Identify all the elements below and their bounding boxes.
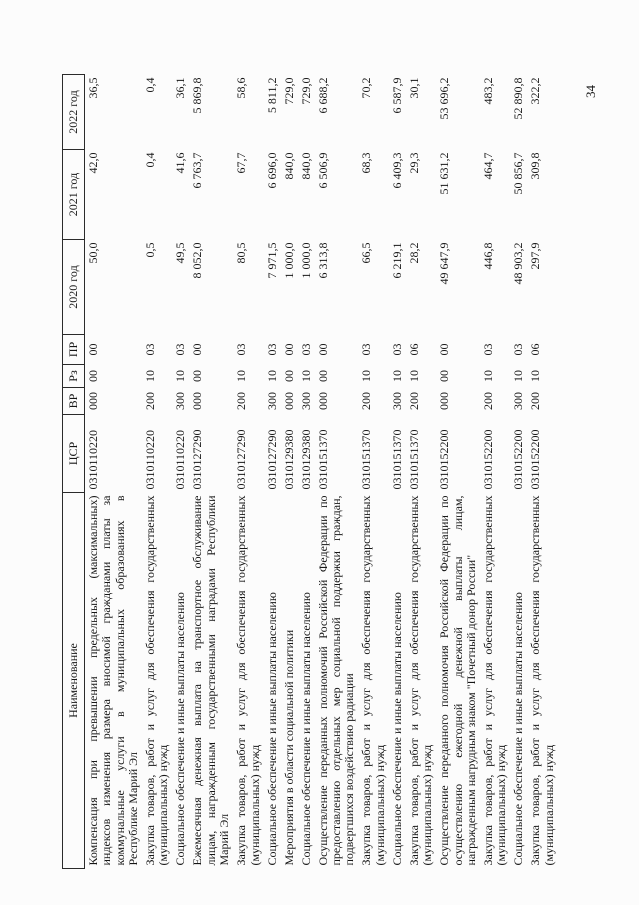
- rz-code: 10: [481, 370, 496, 382]
- csr-code: 0310129380: [298, 429, 313, 490]
- table-header-row: [63, 75, 85, 869]
- value-2020: 6 219,1: [389, 242, 404, 279]
- rz-code: 00: [315, 370, 330, 382]
- header-2022: 2022 год: [63, 75, 85, 150]
- name-line: Закупка товаров, работ и услуг для обеспечения государственных: [234, 495, 249, 866]
- csr-code: 0310127290: [190, 429, 205, 490]
- table-row: [528, 75, 558, 869]
- table-row: [511, 75, 528, 869]
- value-2021: 840,0: [281, 152, 296, 180]
- name-line: (муниципальных) нужд: [494, 744, 509, 866]
- name-line: Социальное обеспечение и иные выплаты населению: [264, 592, 279, 866]
- value-2021: 68,3: [359, 152, 374, 174]
- vr-code: 200: [143, 392, 158, 410]
- value-2020: 0,5: [143, 242, 158, 258]
- name-cell: [528, 493, 558, 869]
- value-2022: 5 869,8: [190, 77, 205, 114]
- csr-code: 0310127290: [234, 429, 249, 490]
- value-2022: 5 811,2: [264, 77, 279, 114]
- name-cell: [315, 493, 359, 869]
- name-line: Социальное обеспечение и иные выплаты населению: [298, 592, 313, 866]
- value-2021: 42,0: [85, 152, 100, 174]
- name-line: Закупка товаров, работ и услуг для обеспечения государственных: [359, 495, 374, 866]
- rz-code: 10: [143, 370, 158, 382]
- value-2020: 1 000,0: [281, 242, 296, 279]
- name-line: осуществлению ежегодной денежной выплаты лицам,: [450, 495, 465, 866]
- value-2022: 483,2: [481, 77, 496, 105]
- value-2021: 50 856,7: [511, 152, 526, 195]
- vr-code: 000: [437, 392, 452, 410]
- rz-code: 00: [190, 370, 205, 382]
- pr-code: 03: [511, 343, 526, 356]
- name-line: (муниципальных) нужд: [156, 744, 171, 866]
- name-line: предоставлению отдельных мер социальной поддержки граждан,: [329, 495, 344, 866]
- csr-code: 0310152200: [437, 429, 452, 490]
- name-cell: [142, 493, 172, 869]
- vr-code: 300: [389, 392, 404, 410]
- name-line: (муниципальных) нужд: [541, 744, 556, 866]
- vr-code: 300: [298, 392, 313, 410]
- table-row: [281, 75, 298, 869]
- table-row: [436, 75, 480, 869]
- value-2020: 8 052,0: [190, 242, 205, 279]
- csr-code: 0310152200: [528, 429, 543, 490]
- name-line: (муниципальных) нужд: [247, 744, 262, 866]
- pr-code: 03: [389, 343, 404, 356]
- pr-code: 03: [298, 343, 313, 356]
- value-2021: 840,0: [298, 152, 313, 180]
- name-line: Мероприятия в области социальной политики: [281, 629, 296, 866]
- value-2021: 6 409,3: [389, 152, 404, 189]
- pr-code: 00: [315, 343, 330, 356]
- value-2020: 66,5: [359, 242, 374, 264]
- name-line: Закупка товаров, работ и услуг для обеспечения государственных: [481, 495, 496, 866]
- name-line: индексов изменения размера вносимой гражданами платы за: [99, 495, 114, 866]
- pr-code: 06: [528, 343, 543, 356]
- value-2021: 309,8: [528, 152, 543, 180]
- value-2021: 67,7: [234, 152, 249, 174]
- name-line: Ежемесячная денежная выплата на транспортное обслуживание: [190, 495, 205, 866]
- table-row: [142, 75, 172, 869]
- name-line: Социальное обеспечение и иные выплаты населению: [511, 592, 526, 866]
- table-row: [233, 75, 263, 869]
- rz-code: 10: [528, 370, 543, 382]
- name-line: награжденным нагрудным знаком "Почетный донор России": [464, 554, 479, 866]
- value-2022: 58,6: [234, 77, 249, 99]
- table-row: [298, 75, 315, 869]
- value-2022: 36,1: [173, 77, 188, 99]
- value-2022: 36,5: [85, 77, 100, 99]
- name-line: Осуществление переданного полномочия Российской Федерации по: [437, 495, 452, 866]
- name-line: Закупка товаров, работ и услуг для обеспечения государственных: [406, 495, 421, 866]
- budget-table: [62, 74, 558, 869]
- value-2022: 729,0: [281, 77, 296, 105]
- value-2020: 49 647,9: [437, 242, 452, 285]
- value-2022: 0,4: [143, 77, 158, 93]
- name-line: Марий Эл: [217, 813, 232, 866]
- value-2020: 297,9: [528, 242, 543, 270]
- name-cell: [389, 493, 406, 869]
- value-2020: 80,5: [234, 242, 249, 264]
- value-2021: 6 506,9: [315, 152, 330, 189]
- rz-code: 00: [85, 370, 100, 382]
- header-rz: Рз: [63, 365, 85, 388]
- page-number: 34: [583, 85, 598, 98]
- name-cell: [480, 493, 510, 869]
- rz-code: 10: [359, 370, 374, 382]
- csr-code: 0310152200: [481, 429, 496, 490]
- csr-code: 0310151370: [359, 429, 374, 490]
- vr-code: 200: [234, 392, 249, 410]
- csr-code: 0310151370: [315, 429, 330, 490]
- table-row: [85, 75, 143, 869]
- value-2020: 1 000,0: [298, 242, 313, 279]
- value-2022: 6 587,9: [389, 77, 404, 114]
- name-line: Республике Марий Эл: [126, 752, 141, 866]
- name-line: коммунальные услуги в муниципальных образованиях в: [112, 495, 127, 866]
- value-2020: 28,2: [406, 242, 421, 264]
- vr-code: 200: [481, 392, 496, 410]
- pr-code: 00: [85, 343, 100, 356]
- value-2021: 6 763,7: [190, 152, 205, 189]
- csr-code: 0310127290: [264, 429, 279, 490]
- value-2021: 464,7: [481, 152, 496, 180]
- name-cell: [298, 493, 315, 869]
- vr-code: 000: [85, 392, 100, 410]
- name-line: лицам, награжденным государственными наградами Республики: [203, 495, 218, 866]
- name-cell: [406, 493, 436, 869]
- rz-code: 10: [264, 370, 279, 382]
- value-2022: 30,1: [406, 77, 421, 99]
- value-2022: 729,0: [298, 77, 313, 105]
- header-name: Наименование: [63, 493, 85, 869]
- pr-code: 03: [143, 343, 158, 356]
- rz-code: 10: [389, 370, 404, 382]
- table-row: [406, 75, 436, 869]
- rz-code: 10: [298, 370, 313, 382]
- rz-code: 00: [437, 370, 452, 382]
- name-cell: [190, 493, 234, 869]
- value-2020: 6 313,8: [315, 242, 330, 279]
- table-row: [173, 75, 190, 869]
- vr-code: 000: [190, 392, 205, 410]
- pr-code: 03: [234, 343, 249, 356]
- value-2022: 6 688,2: [315, 77, 330, 114]
- value-2020: 50,0: [85, 242, 100, 264]
- table-row: [264, 75, 281, 869]
- pr-code: 03: [481, 343, 496, 356]
- table-row: [480, 75, 510, 869]
- value-2020: 446,8: [481, 242, 496, 270]
- name-cell: [264, 493, 281, 869]
- vr-code: 200: [528, 392, 543, 410]
- name-cell: [173, 493, 190, 869]
- csr-code: 0310110220: [143, 429, 158, 490]
- vr-code: 000: [281, 392, 296, 410]
- name-line: Социальное обеспечение и иные выплаты населению: [389, 592, 404, 866]
- name-cell: [233, 493, 263, 869]
- csr-code: 0310129380: [281, 429, 296, 490]
- pr-code: 03: [359, 343, 374, 356]
- vr-code: 300: [511, 392, 526, 410]
- table-body: [85, 75, 559, 869]
- name-line: Закупка товаров, работ и услуг для обеспечения государственных: [143, 495, 158, 866]
- value-2022: 70,2: [359, 77, 374, 99]
- pr-code: 00: [281, 343, 296, 356]
- name-cell: [281, 493, 298, 869]
- value-2021: 6 696,0: [264, 152, 279, 189]
- name-cell: [85, 493, 143, 869]
- vr-code: 200: [406, 392, 421, 410]
- rz-code: 10: [173, 370, 188, 382]
- value-2021: 51 631,2: [437, 152, 452, 195]
- csr-code: 0310152200: [511, 429, 526, 490]
- rz-code: 00: [281, 370, 296, 382]
- name-cell: [359, 493, 389, 869]
- value-2020: 48 903,2: [511, 242, 526, 285]
- name-line: Закупка товаров, работ и услуг для обеспечения государственных: [528, 495, 543, 866]
- value-2021: 41,6: [173, 152, 188, 174]
- table-row: [315, 75, 359, 869]
- name-line: Социальное обеспечение и иные выплаты населению: [173, 592, 188, 866]
- vr-code: 300: [264, 392, 279, 410]
- value-2022: 53 696,2: [437, 77, 452, 120]
- csr-code: 0310151370: [389, 429, 404, 490]
- name-line: (муниципальных) нужд: [420, 744, 435, 866]
- pr-code: 00: [437, 343, 452, 356]
- pr-code: 03: [173, 343, 188, 356]
- vr-code: 200: [359, 392, 374, 410]
- vr-code: 300: [173, 392, 188, 410]
- rz-code: 10: [511, 370, 526, 382]
- rz-code: 10: [234, 370, 249, 382]
- table-row: [389, 75, 406, 869]
- header-vr: ВР: [63, 388, 85, 415]
- value-2020: 7 971,5: [264, 242, 279, 279]
- table-row: [190, 75, 234, 869]
- header-2020: 2020 год: [63, 240, 85, 335]
- csr-code: 0310151370: [406, 429, 421, 490]
- name-line: Компенсация при превышении предельных (максимальных): [85, 495, 100, 866]
- header-2021: 2021 год: [63, 150, 85, 240]
- value-2020: 49,5: [173, 242, 188, 264]
- pr-code: 00: [190, 343, 205, 356]
- name-cell: [511, 493, 528, 869]
- value-2021: 29,3: [406, 152, 421, 174]
- name-line: Осуществление переданных полномочий Российской Федерации по: [315, 495, 330, 866]
- value-2022: 52 890,8: [511, 77, 526, 120]
- value-2022: 322,2: [528, 77, 543, 105]
- table-row: [359, 75, 389, 869]
- vr-code: 000: [315, 392, 330, 410]
- name-line: (муниципальных) нужд: [372, 744, 387, 866]
- header-pr: ПР: [63, 335, 85, 365]
- header-csr: ЦСР: [63, 415, 85, 493]
- csr-code: 0310110220: [85, 429, 100, 490]
- name-line: подвергшихся воздействию радиации: [342, 673, 357, 866]
- pr-code: 06: [406, 343, 421, 356]
- pr-code: 03: [264, 343, 279, 356]
- value-2021: 0,4: [143, 152, 158, 168]
- rz-code: 10: [406, 370, 421, 382]
- csr-code: 0310110220: [173, 429, 188, 490]
- name-cell: [436, 493, 480, 869]
